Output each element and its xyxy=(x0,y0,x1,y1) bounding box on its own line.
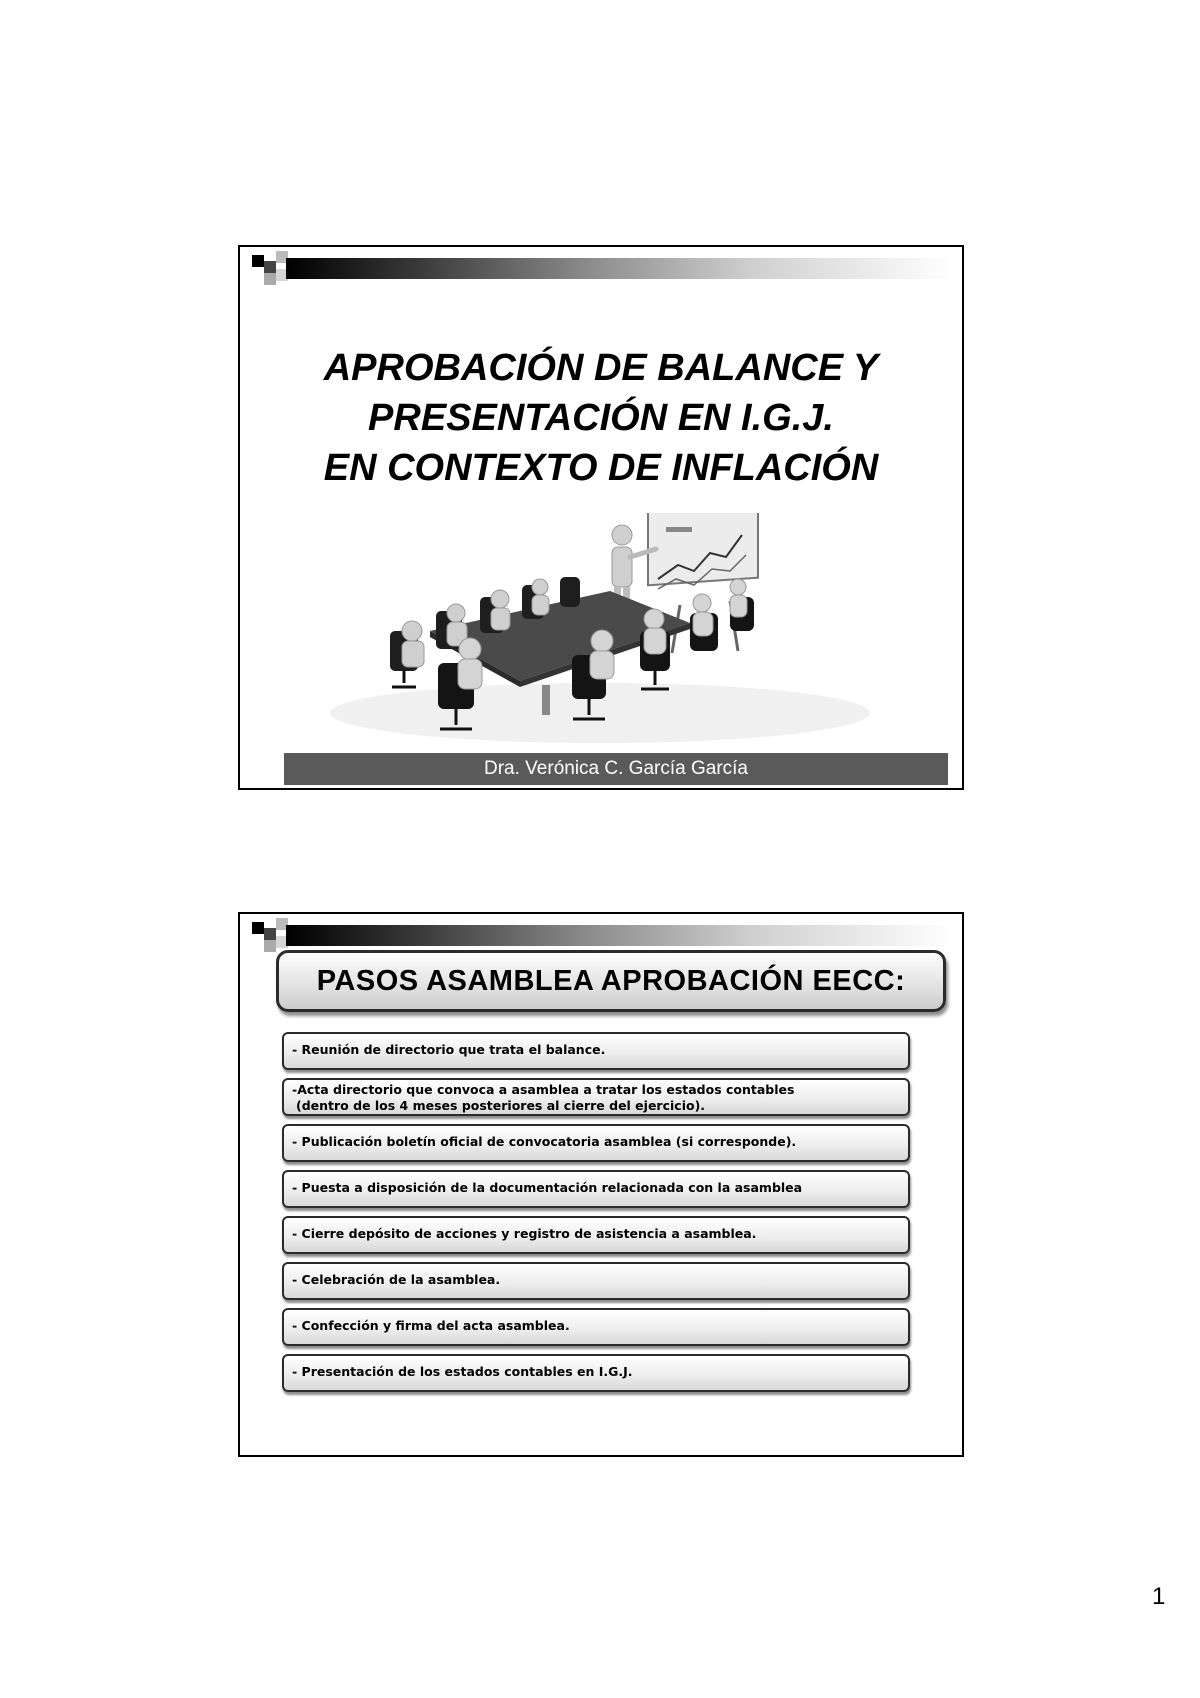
author-bar: Dra. Verónica C. García García xyxy=(284,753,948,785)
step-item xyxy=(282,1354,910,1392)
slide-2-title: PASOS ASAMBLEA APROBACIÓN EECC: xyxy=(276,950,946,1012)
step-item xyxy=(282,1308,910,1346)
step-item xyxy=(282,1032,910,1070)
slide-1 xyxy=(238,245,964,790)
step-text: - Publicación boletín oficial de convocatoria asamblea (si corresponde). xyxy=(292,1134,797,1149)
step-text: - Presentación de los estados contables en I.G.J. xyxy=(292,1364,633,1379)
slide-2 xyxy=(238,912,964,1457)
step-text: - Confección y firma del acta asamblea. xyxy=(292,1318,570,1333)
header-gradient-bar xyxy=(286,925,952,946)
slide-1-title xyxy=(280,343,922,493)
step-item xyxy=(282,1216,910,1254)
step-text: -Acta directorio que convoca a asamblea a tratar los estados contables xyxy=(292,1082,795,1097)
step-item xyxy=(282,1262,910,1300)
page-number: 1 xyxy=(1152,1583,1166,1610)
step-text-continued: (dentro de los 4 meses posteriores al cierre del ejercicio). xyxy=(296,1098,706,1113)
step-text: - Puesta a disposición de la documentación relacionada con la asamblea xyxy=(292,1180,803,1195)
step-text: - Cierre depósito de acciones y registro de asistencia a asamblea. xyxy=(292,1226,757,1241)
meeting-presentation-icon xyxy=(310,513,890,749)
step-item xyxy=(282,1124,910,1162)
step-text: - Reunión de directorio que trata el balance. xyxy=(292,1042,606,1057)
title-line-3: EN CONTEXTO DE INFLACIÓN xyxy=(323,447,879,489)
header-gradient-bar xyxy=(286,258,952,279)
step-item xyxy=(282,1078,910,1116)
step-item xyxy=(282,1170,910,1208)
step-text: - Celebración de la asamblea. xyxy=(292,1272,501,1287)
title-line-1: APROBACIÓN DE BALANCE Y xyxy=(323,347,879,389)
title-line-2: PRESENTACIÓN EN I.G.J. xyxy=(368,397,834,439)
